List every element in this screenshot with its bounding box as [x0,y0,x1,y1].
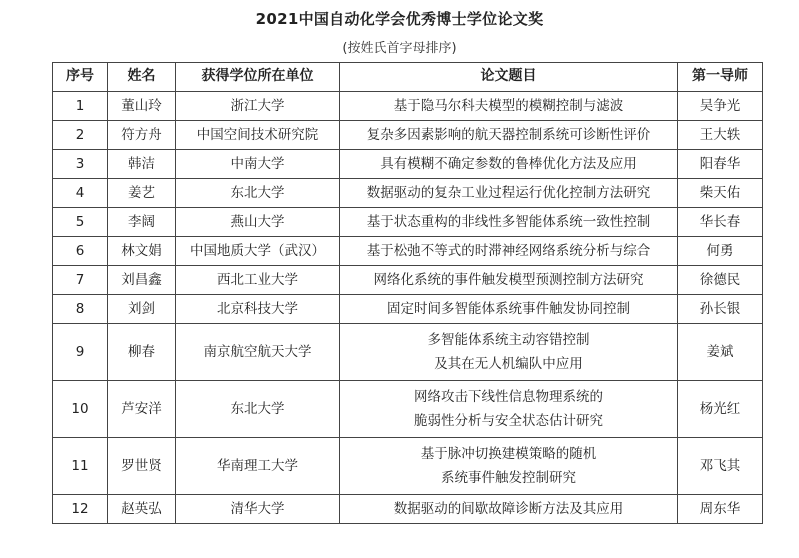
cell-name: 李阔 [108,208,176,237]
cell-advisor: 王大轶 [678,121,763,150]
cell-unit: 中南大学 [176,150,340,179]
cell-topic-line1: 多智能体系统主动容错控制 [427,332,590,348]
cell-topic [340,438,678,495]
cell-advisor: 杨光红 [678,381,763,438]
cell-no: 8 [53,295,108,324]
cell-name: 符方舟 [108,121,176,150]
cell-advisor: 周东华 [678,495,763,524]
header-name: 姓名 [108,63,176,92]
cell-topic-line2: 系统事件触发控制研究 [441,470,576,486]
cell-unit: 东北大学 [176,381,340,438]
header-unit: 获得学位所在单位 [176,63,340,92]
cell-no: 10 [53,381,108,438]
cell-advisor: 何勇 [678,237,763,266]
header-row [53,63,763,92]
header-no: 序号 [53,63,108,92]
cell-no: 7 [53,266,108,295]
cell-no: 11 [53,438,108,495]
cell-advisor: 徐德民 [678,266,763,295]
cell-advisor: 阳春华 [678,150,763,179]
table-row [53,381,763,438]
cell-no: 5 [53,208,108,237]
cell-topic-line1: 基于脉冲切换建模策略的随机 [420,446,597,462]
table-row [53,324,763,381]
table-row [53,495,763,524]
cell-topic: 数据驱动的间歇故障诊断方法及其应用 [340,495,678,524]
header-advisor: 第一导师 [678,63,763,92]
cell-name: 刘剑 [108,295,176,324]
cell-name: 林文娟 [108,237,176,266]
cell-name: 董山玲 [108,92,176,121]
cell-advisor: 姜斌 [678,324,763,381]
cell-no: 9 [53,324,108,381]
cell-unit: 东北大学 [176,179,340,208]
cell-name: 韩洁 [108,150,176,179]
cell-topic: 基于松弛不等式的时滞神经网络系统分析与综合 [340,237,678,266]
cell-name: 柳春 [108,324,176,381]
cell-no: 1 [53,92,108,121]
cell-no: 6 [53,237,108,266]
page-title: 2021中国自动化学会优秀博士学位论文奖 [255,10,544,28]
table-row [53,179,763,208]
cell-topic: 复杂多因素影响的航天器控制系统可诊断性评价 [340,121,678,150]
cell-name: 刘昌鑫 [108,266,176,295]
cell-topic: 数据驱动的复杂工业过程运行优化控制方法研究 [340,179,678,208]
cell-unit: 清华大学 [176,495,340,524]
cell-advisor: 吴争光 [678,92,763,121]
header-topic: 论文题目 [340,63,678,92]
cell-topic: 具有模糊不确定参数的鲁棒优化方法及应用 [340,150,678,179]
cell-name: 赵英弘 [108,495,176,524]
cell-topic [340,381,678,438]
table-row [53,237,763,266]
cell-topic [340,324,678,381]
cell-no: 12 [53,495,108,524]
cell-name: 芦安洋 [108,381,176,438]
cell-unit: 华南理工大学 [176,438,340,495]
table-row [53,208,763,237]
cell-advisor: 孙长银 [678,295,763,324]
cell-unit: 南京航空航天大学 [176,324,340,381]
cell-topic: 基于隐马尔科夫模型的模糊控制与滤波 [340,92,678,121]
cell-no: 3 [53,150,108,179]
cell-topic-line1: 网络攻击下线性信息物理系统的 [414,389,603,405]
cell-advisor: 邓飞其 [678,438,763,495]
cell-topic-line2: 及其在无人机编队中应用 [434,356,583,372]
table-row [53,438,763,495]
table-row [53,150,763,179]
table-row [53,266,763,295]
table-row [53,92,763,121]
table-body [53,92,763,524]
table-row [53,295,763,324]
cell-unit: 中国空间技术研究院 [176,121,340,150]
table-row [53,121,763,150]
cell-advisor: 华长春 [678,208,763,237]
cell-topic: 基于状态重构的非线性多智能体系统一致性控制 [340,208,678,237]
cell-topic: 网络化系统的事件触发模型预测控制方法研究 [340,266,678,295]
cell-unit: 西北工业大学 [176,266,340,295]
cell-unit: 燕山大学 [176,208,340,237]
cell-unit: 浙江大学 [176,92,340,121]
cell-unit: 中国地质大学（武汉） [176,237,340,266]
cell-topic-line2: 脆弱性分析与安全状态估计研究 [414,413,603,429]
cell-no: 2 [53,121,108,150]
cell-unit: 北京科技大学 [176,295,340,324]
cell-name: 罗世贤 [108,438,176,495]
page-subtitle: (按姓氏首字母排序) [342,41,457,56]
cell-name: 姜艺 [108,179,176,208]
cell-advisor: 柴天佑 [678,179,763,208]
cell-no: 4 [53,179,108,208]
awards-table [52,62,763,524]
cell-topic: 固定时间多智能体系统事件触发协同控制 [340,295,678,324]
